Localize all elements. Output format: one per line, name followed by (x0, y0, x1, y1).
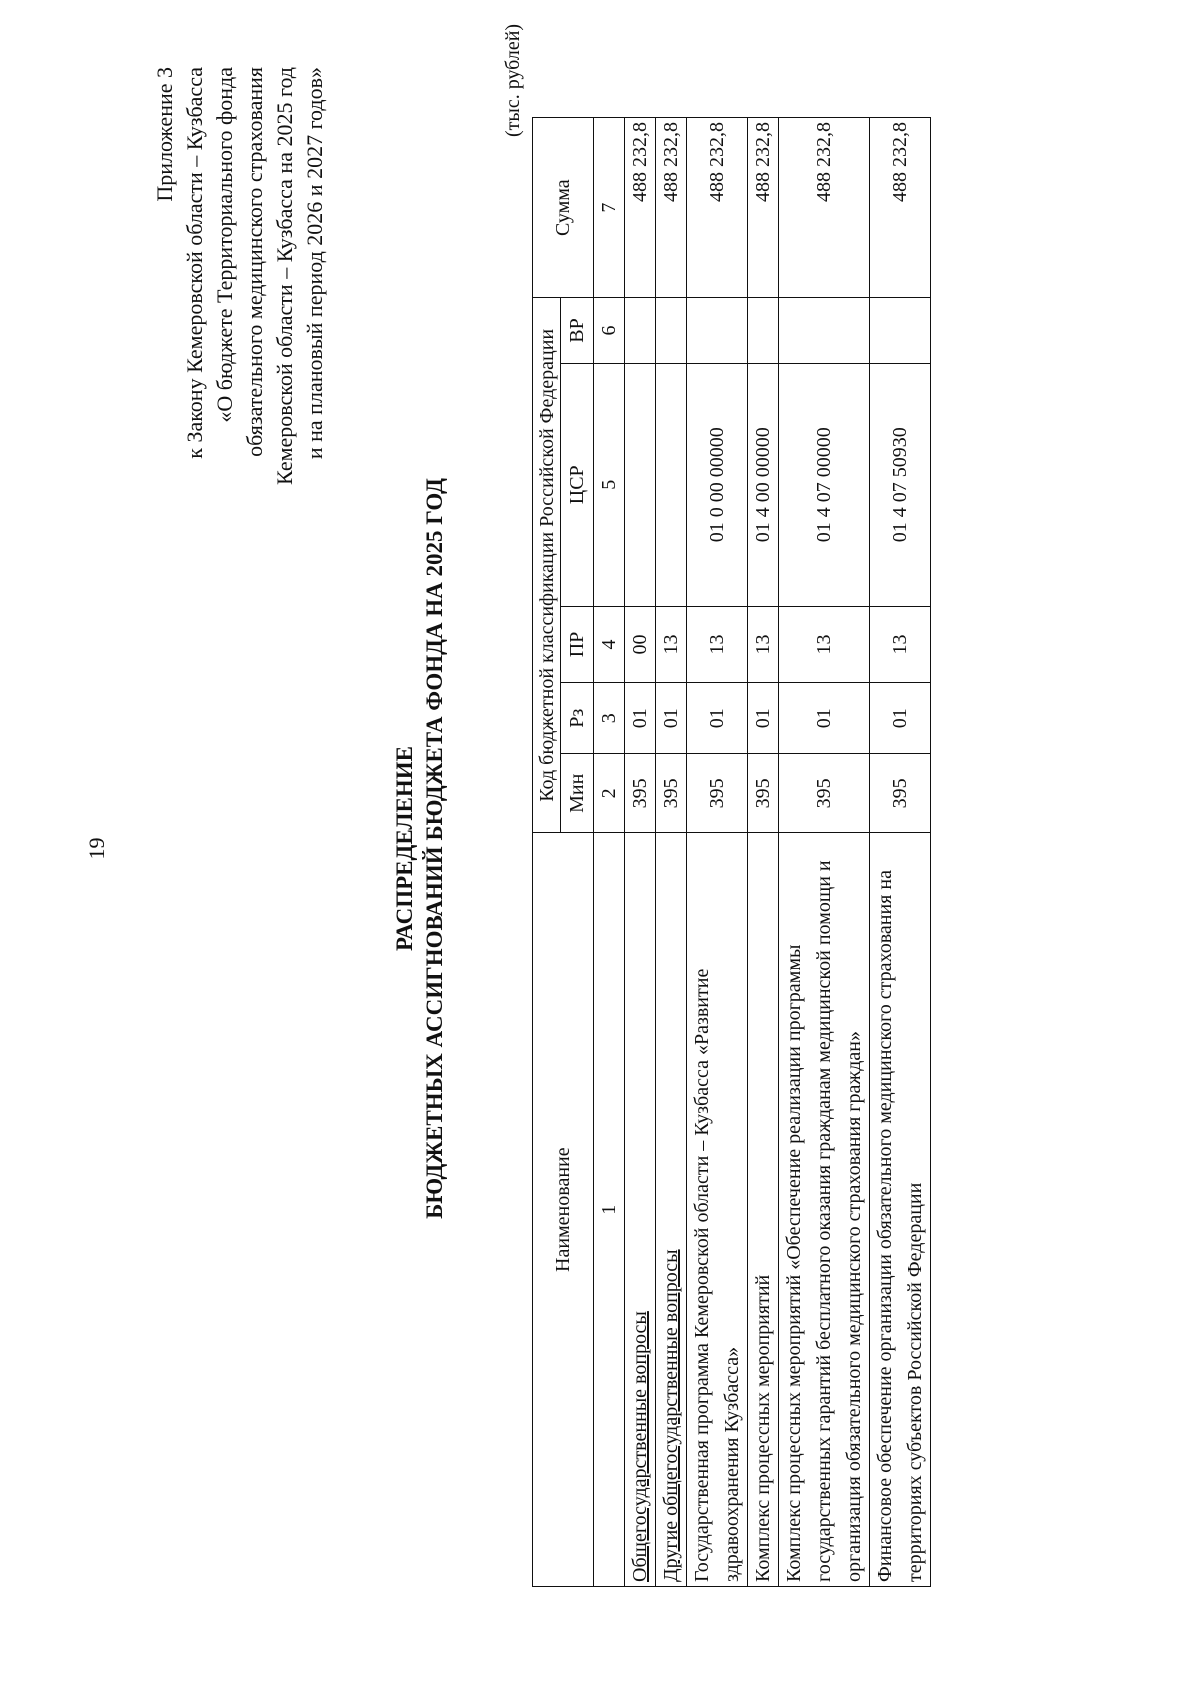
row-name: Финансовое обеспечение организации обязательного медицинского страхования на территориях субъектов Российской Федерации (870, 833, 931, 1587)
row-sum: 488 232,8 (625, 118, 656, 298)
row-pr: 13 (656, 606, 687, 682)
row-vr (656, 298, 687, 364)
row-name: Комплекс процессных мероприятий «Обеспечение реализации программы государственных гарантий бесплатного оказания гражданам медицинской помощи и организация обязательного медицинского страхования граждан» (779, 833, 870, 1587)
header-csr: ЦСР (561, 363, 594, 606)
appendix-line: к Закону Кемеровской области – Кузбасса (182, 67, 207, 459)
appendix-line: Приложение 3 (152, 67, 177, 202)
num-col-7: 7 (594, 118, 625, 298)
row-sum: 488 232,8 (748, 118, 779, 298)
document-title (390, 0, 450, 1697)
num-col-1: 1 (594, 833, 625, 1587)
header-name: Наименование (533, 833, 594, 1587)
row-name: Общегосударственные вопросы (625, 833, 656, 1587)
header-code-group: Код бюджетной классификации Российской Федерации (533, 298, 561, 833)
row-csr (625, 363, 656, 606)
row-min: 395 (625, 754, 656, 833)
row-pr: 00 (625, 606, 656, 682)
row-rz: 01 (656, 683, 687, 754)
header-min: Мин (561, 754, 594, 833)
title-line-1: РАСПРЕДЕЛЕНИЕ (392, 746, 417, 951)
table-row (870, 118, 931, 1587)
row-sum: 488 232,8 (779, 118, 870, 298)
budget-table (532, 117, 931, 1587)
table-row (687, 118, 748, 1587)
table-row (656, 118, 687, 1587)
row-min: 395 (656, 754, 687, 833)
num-col-6: 6 (594, 298, 625, 364)
row-pr: 13 (870, 606, 931, 682)
row-min: 395 (779, 754, 870, 833)
appendix-line: «О бюджете Территориального фонда (212, 67, 237, 423)
header-rz: Рз (561, 683, 594, 754)
header-pr: ПР (561, 606, 594, 682)
header-row-1 (533, 118, 561, 1587)
row-csr: 01 4 07 00000 (779, 363, 870, 606)
row-pr: 13 (779, 606, 870, 682)
num-col-3: 3 (594, 683, 625, 754)
num-col-4: 4 (594, 606, 625, 682)
header-sum: Сумма (533, 118, 594, 298)
row-min: 395 (870, 754, 931, 833)
row-rz: 01 (748, 683, 779, 754)
row-csr: 01 4 07 50930 (870, 363, 931, 606)
row-csr: 01 4 00 00000 (748, 363, 779, 606)
appendix-block (150, 67, 330, 507)
row-min: 395 (687, 754, 748, 833)
row-sum: 488 232,8 (656, 118, 687, 298)
table-row (748, 118, 779, 1587)
row-vr (625, 298, 656, 364)
numbering-row (594, 118, 625, 1587)
row-csr: 01 0 00 00000 (687, 363, 748, 606)
row-csr (656, 363, 687, 606)
table-row (625, 118, 656, 1587)
header-vr: ВР (561, 298, 594, 364)
row-sum: 488 232,8 (687, 118, 748, 298)
appendix-line: Кемеровской области – Кузбасса на 2025 год (272, 67, 297, 485)
row-vr (748, 298, 779, 364)
row-rz: 01 (779, 683, 870, 754)
row-name: Комплекс процессных мероприятий (748, 833, 779, 1587)
row-pr: 13 (748, 606, 779, 682)
appendix-line: обязательного медицинского страхования (242, 67, 267, 457)
page-number: 19 (84, 837, 109, 860)
row-name: Государственная программа Кемеровской области – Кузбасса «Развитие здравоохранения Кузбасса» (687, 833, 748, 1587)
row-rz: 01 (870, 683, 931, 754)
title-line-2: БЮДЖЕТНЫХ АССИГНОВАНИЙ БЮДЖЕТА ФОНДА НА 2025 ГОД (422, 478, 447, 1219)
row-rz: 01 (687, 683, 748, 754)
units-note: (тыс. рублей) (502, 23, 524, 137)
row-vr (687, 298, 748, 364)
row-rz: 01 (625, 683, 656, 754)
table-row (779, 118, 870, 1587)
row-vr (870, 298, 931, 364)
row-vr (779, 298, 870, 364)
row-name: Другие общегосударственные вопросы (656, 833, 687, 1587)
row-min: 395 (748, 754, 779, 833)
appendix-line: и на плановый период 2026 и 2027 годов» (302, 67, 327, 460)
row-sum: 488 232,8 (870, 118, 931, 298)
num-col-2: 2 (594, 754, 625, 833)
row-pr: 13 (687, 606, 748, 682)
num-col-5: 5 (594, 363, 625, 606)
